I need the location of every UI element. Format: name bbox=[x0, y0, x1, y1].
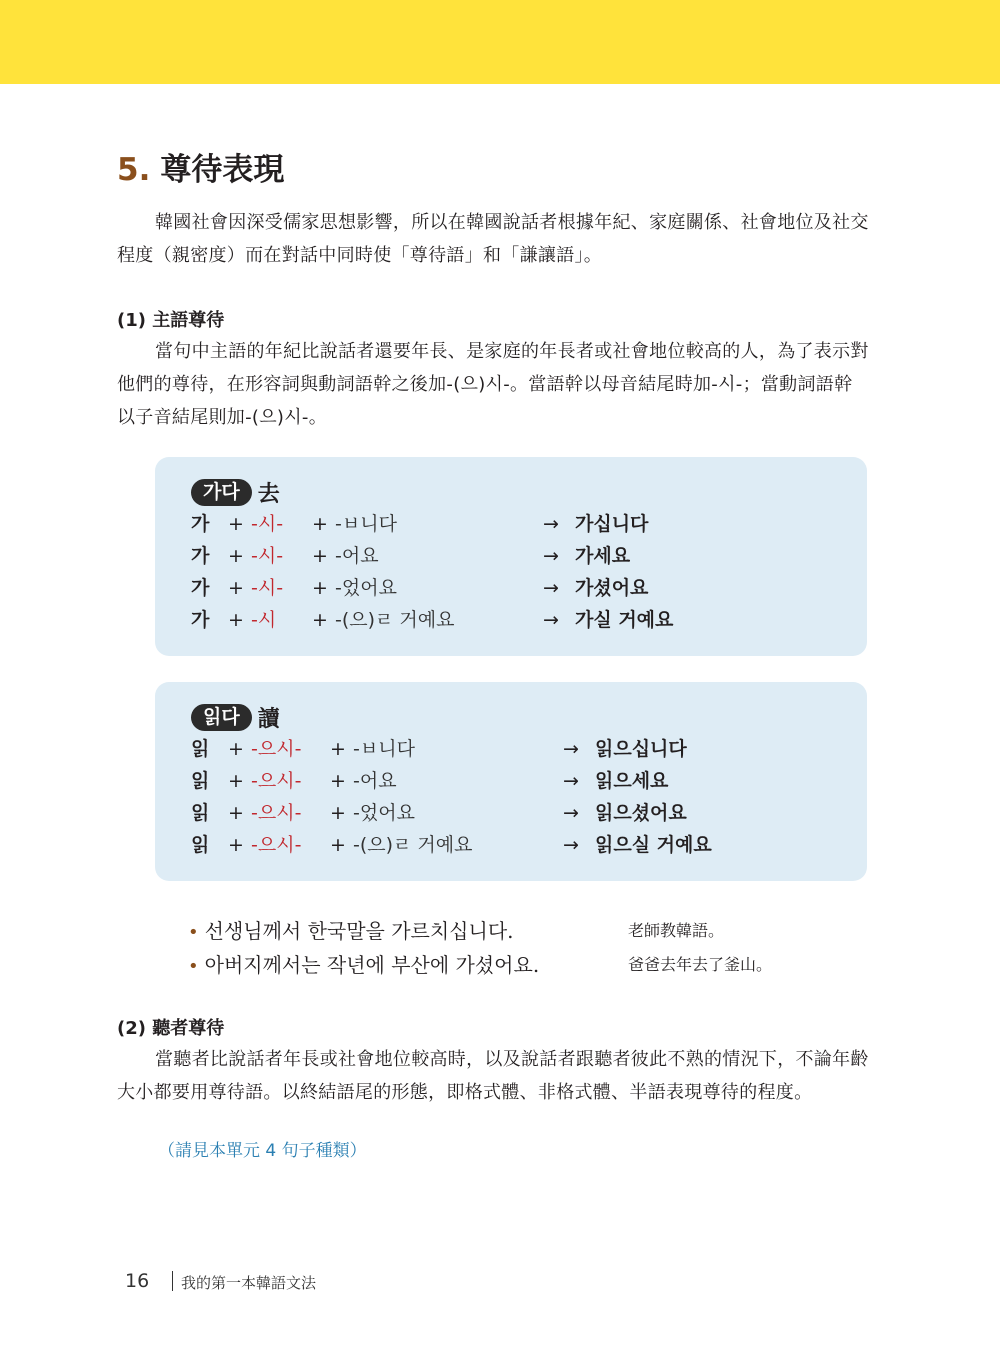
verb-meaning: 讀 bbox=[257, 707, 280, 732]
honorific-suffix: -으시- bbox=[251, 770, 302, 792]
plus-sign: + bbox=[228, 513, 244, 535]
conjugation-row bbox=[191, 829, 712, 861]
plus-sign: + bbox=[312, 545, 328, 567]
intro-paragraph: 韓國社會因深受儒家思想影響，所以在韓國說話者根據年紀、家庭關係、社會地位及社交程度（親密度）而在對話中同時使「尊待語」和「謙讓語」。 bbox=[117, 212, 869, 266]
result: 읽으세요 bbox=[595, 770, 669, 792]
conjugation-row bbox=[191, 508, 649, 540]
ending: -(으)ㄹ 거예요 bbox=[353, 834, 473, 856]
conjugation-row bbox=[191, 604, 674, 636]
arrow-icon: → bbox=[543, 545, 559, 567]
arrow-icon: → bbox=[543, 513, 559, 535]
stem: 읽 bbox=[191, 834, 210, 856]
section-title-text: 尊待表現 bbox=[160, 152, 285, 188]
honorific-suffix: -으시- bbox=[251, 834, 302, 856]
verb-badge: 가다 bbox=[191, 479, 252, 506]
honorific-suffix: -시- bbox=[251, 545, 284, 567]
result: 가세요 bbox=[575, 545, 631, 567]
example-translation: 爸爸去年去了釜山。 bbox=[628, 955, 773, 974]
honorific-suffix: -시 bbox=[251, 609, 277, 631]
stem: 읽 bbox=[191, 738, 210, 760]
stem: 읽 bbox=[191, 770, 210, 792]
ending: -ㅂ니다 bbox=[353, 738, 415, 760]
conjugation-row bbox=[191, 797, 687, 829]
example-sentence bbox=[188, 914, 514, 950]
verb-badge: 읽다 bbox=[191, 704, 252, 731]
stem: 읽 bbox=[191, 802, 210, 824]
box-header bbox=[191, 702, 280, 733]
subject-honorific-paragraph: 當句中主語的年紀比說話者還要年長、是家庭的年長者或社會地位較高的人，為了表示對他們的尊待，在形容詞與動詞語幹之後加-(으)시-。當語幹以母音結尾時加-시-；當動詞語幹以子音結尾則加-(으)시-。 bbox=[117, 341, 869, 428]
listener-honorific-paragraph: 當聽者比說話者年長或社會地位較高時，以及說話者跟聽者彼此不熟的情況下，不論年齡大小都要用尊待語。以終結語尾的形態，即格式體、非格式體、半語表現尊待的程度。 bbox=[117, 1049, 869, 1103]
conjugation-row bbox=[191, 765, 669, 797]
bullet-icon: • bbox=[188, 956, 199, 977]
plus-sign: + bbox=[330, 770, 346, 792]
footer-divider bbox=[172, 1271, 173, 1291]
arrow-icon: → bbox=[563, 834, 579, 856]
conjugation-row bbox=[191, 572, 649, 604]
bullet-icon: • bbox=[188, 922, 199, 943]
example-translation: 老師教韓語。 bbox=[628, 921, 725, 940]
result: 가실 거예요 bbox=[575, 609, 674, 631]
honorific-suffix: -시- bbox=[251, 577, 284, 599]
plus-sign: + bbox=[228, 802, 244, 824]
header-band bbox=[0, 0, 1000, 84]
conjugation-row bbox=[191, 540, 631, 572]
stem: 가 bbox=[191, 609, 210, 631]
example-korean: 아버지께서는 작년에 부산에 가셨어요. bbox=[204, 953, 540, 977]
section-number: 5. bbox=[117, 152, 151, 188]
arrow-icon: → bbox=[563, 738, 579, 760]
result: 읽으셨어요 bbox=[595, 802, 687, 824]
plus-sign: + bbox=[312, 577, 328, 599]
page-number: 16 bbox=[125, 1270, 150, 1292]
box-header bbox=[191, 477, 280, 508]
honorific-suffix: -으시- bbox=[251, 738, 302, 760]
conjugation-row bbox=[191, 733, 687, 765]
conjugation-box-ikda bbox=[155, 682, 867, 881]
conjugation-box-gada bbox=[155, 457, 867, 656]
plus-sign: + bbox=[330, 834, 346, 856]
honorific-suffix: -으시- bbox=[251, 802, 302, 824]
arrow-icon: → bbox=[563, 770, 579, 792]
result: 가십니다 bbox=[575, 513, 649, 535]
plus-sign: + bbox=[228, 577, 244, 599]
verb-meaning: 去 bbox=[257, 482, 280, 507]
result: 읽으십니다 bbox=[595, 738, 687, 760]
arrow-icon: → bbox=[563, 802, 579, 824]
plus-sign: + bbox=[330, 738, 346, 760]
ending: -어요 bbox=[353, 770, 397, 792]
result: 가셨어요 bbox=[575, 577, 649, 599]
stem: 가 bbox=[191, 545, 210, 567]
plus-sign: + bbox=[312, 609, 328, 631]
ending: -었어요 bbox=[335, 577, 397, 599]
arrow-icon: → bbox=[543, 609, 559, 631]
plus-sign: + bbox=[312, 513, 328, 535]
ending: -어요 bbox=[335, 545, 379, 567]
plus-sign: + bbox=[228, 738, 244, 760]
plus-sign: + bbox=[228, 770, 244, 792]
section-title bbox=[117, 145, 284, 195]
stem: 가 bbox=[191, 513, 210, 535]
example-sentence bbox=[188, 948, 539, 984]
ending: -었어요 bbox=[353, 802, 415, 824]
ending: -ㅂ니다 bbox=[335, 513, 397, 535]
result: 읽으실 거예요 bbox=[595, 834, 712, 856]
subject-honorific-heading: (1) 主語尊待 bbox=[117, 310, 225, 331]
stem: 가 bbox=[191, 577, 210, 599]
plus-sign: + bbox=[228, 609, 244, 631]
plus-sign: + bbox=[228, 834, 244, 856]
honorific-suffix: -시- bbox=[251, 513, 284, 535]
plus-sign: + bbox=[330, 802, 346, 824]
plus-sign: + bbox=[228, 545, 244, 567]
listener-honorific-heading: (2) 聽者尊待 bbox=[117, 1018, 225, 1039]
ending: -(으)ㄹ 거예요 bbox=[335, 609, 455, 631]
book-title: 我的第一本韓語文法 bbox=[181, 1274, 317, 1292]
example-korean: 선생님께서 한국말을 가르치십니다. bbox=[204, 919, 514, 943]
cross-reference-note: （請見本單元 4 句子種類） bbox=[158, 1141, 367, 1161]
arrow-icon: → bbox=[543, 577, 559, 599]
